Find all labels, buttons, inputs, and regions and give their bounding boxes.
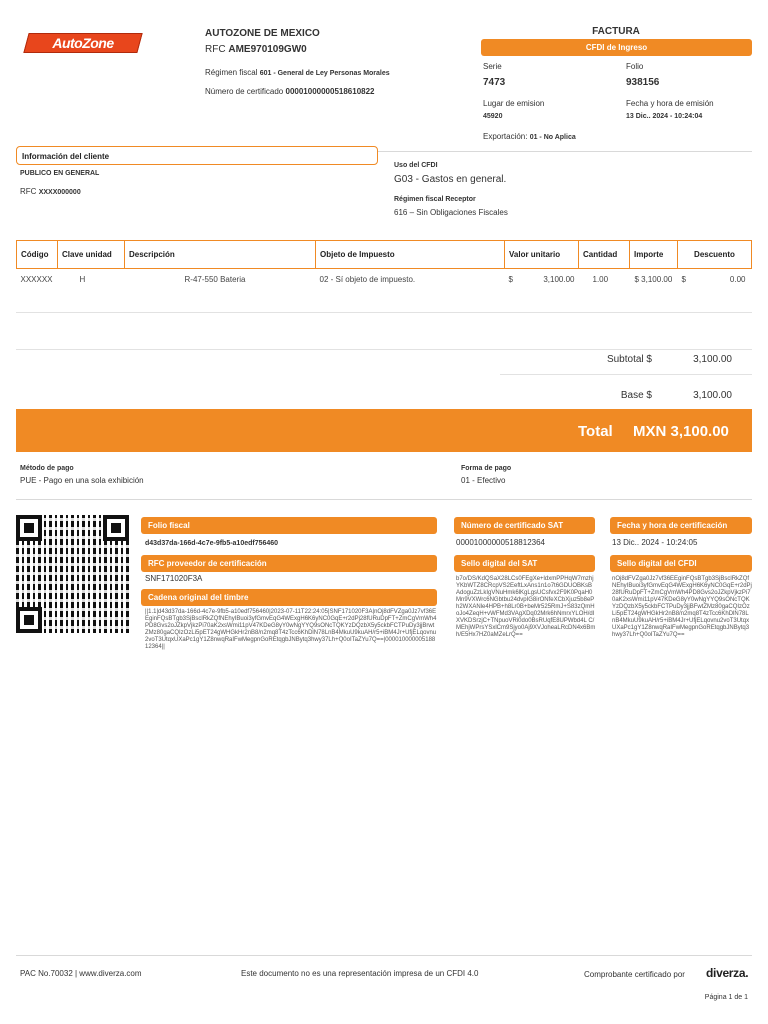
regimen-receptor-label: Régimen fiscal Receptor	[394, 196, 476, 203]
cadena-original-bar: Cadena original del timbre	[141, 589, 437, 606]
footer-divider	[16, 955, 752, 956]
qr-code	[16, 515, 129, 633]
uso-cfdi-label: Uso del CFDI	[394, 162, 438, 169]
forma-pago-label: Forma de pago	[461, 465, 512, 472]
sello-sat-value: b7o/DS/KdQSaX28LCs0FEgXe+ldxmPPHqW7mzhjYKbWTZ8CRcpVS2EeftLxAns1n1o7t6GDUOBKsBAdoguZzLkIgVNuHmk6lKgLgsUCsfvx2F9K0PqaH0Mn9VXWrc6NGbtbu24dvpIG8irONfeXCbXjuz5b8ePh2WXANle4HPB+h8Lr0B+beMr525RmJ+S83zQmHoJo4ZeqH+vWFMd3VAgXDq02Mrk6hNmrxYLOH/dIXVKDSrzjC+TNpuoVRi0do0BsRUqfE8UPWbd4L C/MEhjWPrsYSxlCm9Sjyo0Aj9XVJoheaLRcDN4x6Bmh/E5Hx7HZ0aMZeLrQ==	[456, 576, 596, 638]
total-value: MXN 3,100.00	[633, 423, 729, 440]
cadena-original-value: ||1.1|d43d37da-166d-4c7e-9fb5-a10edf756460|2023-07-11T22:24:05|SNF171020F3A|nOj8dFVZga0Jz7vf36EEginFQsBTgb3SjBsclRkZQfNEhyIBuoi3yfGmvEqG4WExgH6K6yNC0GqE+r2dPj28fURuDpFT+ZmCgVmWh4PD8Gvs2oJZkpVjkzPi70aK2xsWmi11pV47KDeG8yY0wNgYYQ9sONcTQKYzDQzbX5y5ckbFCTPuDy3jjBrwtZMz80gaCQIzOzLi5pET24gWHGkHr2nB8/n2mq8T4zTcc6KhDlN78LnB4MkuU9kuAH/r5+iBM4Jr+UfjELqovnu2voT3UtqxUXaPc1gY1Z8nwqRaIFwMegpnGoREtqgbJNBytq3hwy37Lh+Q0oITaZYu7Q==|00001000000518812364||	[145, 609, 437, 650]
cliente-section-title: Información del cliente	[16, 146, 378, 165]
serie-value: 7473	[483, 77, 506, 88]
divider	[16, 499, 752, 500]
regimen-receptor-value: 616 – Sin Obligaciones Fiscales	[394, 208, 508, 217]
company-name: AUTOZONE DE MEXICO	[205, 28, 320, 39]
subtotal-value: 3,100.00	[693, 354, 732, 365]
cliente-rfc-value: XXXX000000	[38, 189, 81, 196]
exportacion-value: 01 - No Aplica	[529, 134, 576, 141]
regimen-label: Régimen fiscal	[205, 68, 258, 77]
folio-value: 938156	[626, 77, 660, 88]
col-objeto-impuesto: Objeto de Impuesto	[316, 241, 505, 269]
table-row	[17, 269, 752, 291]
folio-fiscal-value: d43d37da-166d-4c7e-9fb5-a10edf756460	[145, 540, 279, 547]
cfdi-type-bar: CFDI de Ingreso	[481, 39, 752, 56]
base-label: Base $	[620, 390, 652, 401]
fecha-cert-bar: Fecha y hora de certificación	[610, 517, 752, 534]
cliente-rfc-label: RFC	[20, 187, 37, 196]
cert-sat-value: 00001000000518812364	[456, 538, 545, 547]
descuento-currency: $	[681, 275, 686, 285]
rfc-label: RFC	[205, 44, 226, 55]
cert-label: Número de certificado	[205, 87, 284, 96]
col-cantidad: Cantidad	[579, 241, 630, 269]
exportacion	[483, 132, 576, 141]
cert-value: 00001000000518610822	[285, 87, 375, 96]
certificado	[205, 87, 374, 96]
footer-certified: Comprobante certificado por	[584, 970, 685, 979]
col-valor-unitario: Valor unitario	[505, 241, 579, 269]
rfc-proveedor-value: SNF171020F3A	[145, 574, 203, 583]
folio-label: Folio	[626, 62, 644, 71]
cliente-name: PUBLICO EN GENERAL	[20, 170, 100, 177]
regimen-value: 601 - General de Ley Personas Morales	[259, 70, 390, 77]
diverza-logo: diverza.	[706, 966, 749, 980]
col-descuento: Descuento	[678, 241, 752, 269]
subtotal-label: Subtotal $	[606, 354, 652, 365]
total-label: Total	[578, 423, 613, 440]
cell-codigo: XXXXXX	[20, 275, 53, 285]
metodo-pago-label: Método de pago	[20, 465, 74, 472]
forma-pago-value: 01 - Efectivo	[461, 476, 506, 485]
sello-cfdi-value: nOj8dFVZga0Jz7vf36EEginFQsBTgb3SjBsclRkZQfNEhyIBuoi3yfGmvEqG4WExgH6K6yNC0GqE+r2dPj28fURuDpFT+ZmCgVmWh4PD8Gvs2oJZkpVjkzPi70aK2xsWmi11pV47KDeG8yY0wNgYYQ9sONcTQKYzDQzbX5y5ckbFCTPuDy3jjBFwtZMz80gaCQIzOzLi5pET24gWHGkHr2nB8/n2mq8T4zTcc6KhDlN78LnB4MkuU9kuAH/r5+iBM4Jr+UfjELqovnu2voT3UtqxUXaPc1gY1Z8nwqRaIFwMegpnGoREtqgbJNBytq3hwy37Lh+Q0oITaZYu7Q==	[612, 576, 752, 638]
cell-objeto: 02 - Sí objeto de impuesto.	[319, 275, 416, 285]
serie-label: Serie	[483, 62, 502, 71]
table-divider	[16, 349, 752, 350]
footer-note: Este documento no es una representación impresa de un CFDI 4.0	[241, 969, 479, 978]
cell-importe: $ 3,100.00	[634, 275, 673, 285]
cell-clave: H	[79, 275, 86, 285]
divider	[500, 374, 752, 375]
page-number: Página 1 de 1	[704, 994, 748, 1001]
cell-valor	[505, 269, 579, 291]
fecha-cert-value: 13 Dic.. 2024 - 10:24:05	[612, 538, 698, 547]
rfc-value: AME970109GW0	[228, 44, 307, 55]
valor-currency: $	[508, 275, 513, 285]
rfc-proveedor-bar: RFC proveedor de certificación	[141, 555, 437, 572]
metodo-pago-value: PUE - Pago en una sola exhibición	[20, 476, 144, 485]
cell-cantidad: 1.00	[592, 275, 609, 285]
autozone-logo: AutoZone	[23, 33, 142, 53]
sello-sat-bar: Sello digital del SAT	[454, 555, 595, 572]
total-bar	[16, 409, 752, 452]
lugar-label: Lugar de emision	[483, 99, 545, 108]
folio-fiscal-bar: Folio fiscal	[141, 517, 437, 534]
cliente-rfc	[20, 187, 81, 196]
regimen-fiscal	[205, 68, 390, 77]
cert-sat-bar: Número de certificado SAT	[454, 517, 595, 534]
sello-cfdi-bar: Sello digital del CFDI	[610, 555, 752, 572]
company-rfc	[205, 44, 307, 55]
col-codigo: Código	[17, 241, 58, 269]
footer-pac: PAC No.70032 | www.diverza.com	[20, 969, 142, 978]
uso-cfdi-value: G03 - Gastos en general.	[394, 174, 507, 185]
exportacion-label: Exportación:	[483, 132, 528, 141]
fecha-value: 13 Dic.. 2024 - 10:24:04	[626, 113, 703, 120]
col-importe: Importe	[630, 241, 678, 269]
table-header-row	[17, 241, 752, 269]
factura-title: FACTURA	[592, 26, 640, 37]
col-clave-unidad: Clave unidad	[58, 241, 125, 269]
items-table	[16, 240, 752, 291]
lugar-value: 45920	[483, 113, 503, 120]
cell-descuento	[678, 269, 752, 291]
valor-amount: 3,100.00	[543, 275, 575, 285]
fecha-label: Fecha y hora de emisión	[626, 99, 714, 108]
cell-descripcion: R-47-550 Bateria	[184, 275, 246, 285]
base-value: 3,100.00	[693, 390, 732, 401]
descuento-amount: 0.00	[729, 275, 746, 285]
table-divider	[16, 312, 752, 313]
col-descripcion: Descripción	[125, 241, 316, 269]
